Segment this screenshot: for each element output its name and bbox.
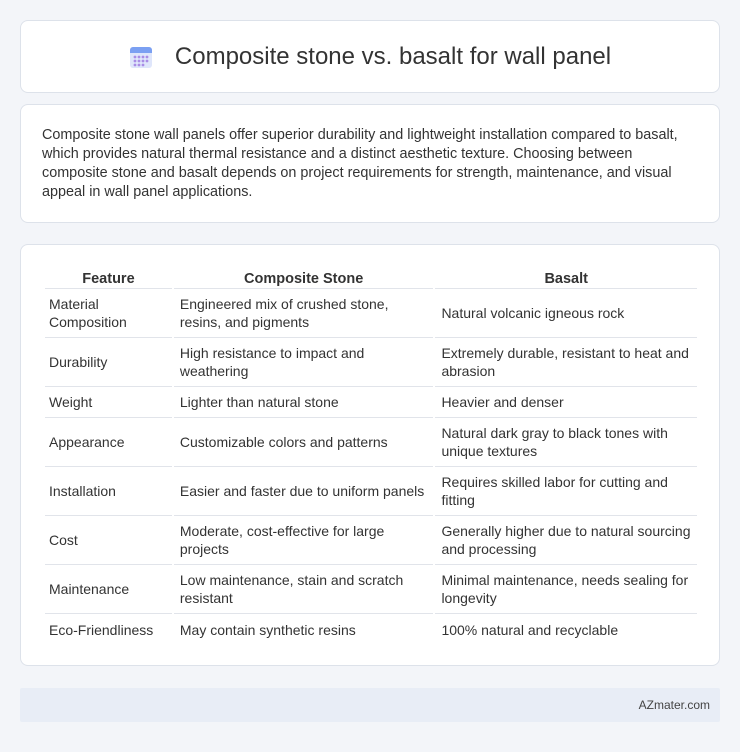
table-row (45, 467, 697, 516)
basalt-cell: Natural dark gray to black tones with unique textures (435, 418, 697, 467)
header-feature: Feature (45, 267, 172, 289)
feature-cell: Cost (45, 516, 172, 565)
basalt-cell: Natural volcanic igneous rock (435, 289, 697, 338)
intro-paragraph: Composite stone wall panels offer superior durability and lightweight installation compared to basalt, which provides natural thermal resistance and a distinct aesthetic texture. Choosing between composite stone and basalt depends on project requirements for strength, maintenance, and visual appeal in wall panel applications. (42, 127, 678, 200)
table-row (45, 387, 697, 418)
table-row (45, 338, 697, 387)
header-basalt: Basalt (435, 267, 697, 289)
header-composite-stone: Composite Stone (174, 267, 434, 289)
basalt-cell: Minimal maintenance, needs sealing for longevity (435, 565, 697, 614)
composite-cell: Customizable colors and patterns (174, 418, 434, 467)
comparison-table (43, 267, 699, 645)
basalt-cell: Generally higher due to natural sourcing and processing (435, 516, 697, 565)
composite-cell: May contain synthetic resins (179, 621, 356, 638)
feature-cell: Installation (45, 467, 172, 516)
composite-cell: Lighter than natural stone (174, 387, 434, 418)
footer-bar (20, 688, 720, 722)
page-title: Composite stone vs. basalt for wall panel (174, 42, 612, 70)
basalt-cell: Extremely durable, resistant to heat and abrasion (435, 338, 697, 387)
table-row (45, 614, 697, 645)
calendar-icon (129, 45, 153, 69)
feature-cell: Maintenance (45, 565, 172, 614)
basalt-cell: Requires skilled labor for cutting and fitting (435, 467, 697, 516)
table-header-row (45, 267, 697, 289)
table-row (45, 418, 697, 467)
feature-cell: Appearance (45, 418, 172, 467)
composite-cell: Low maintenance, stain and scratch resistant (174, 565, 434, 614)
feature-cell: Material Composition (45, 289, 172, 338)
feature-cell: Weight (45, 387, 172, 418)
composite-cell: Easier and faster due to uniform panels (174, 467, 434, 516)
composite-cell: High resistance to impact and weathering (174, 338, 434, 387)
basalt-cell: Heavier and denser (435, 387, 697, 418)
intro-card (20, 104, 720, 223)
table-row (45, 516, 697, 565)
title-card (20, 20, 720, 93)
feature-cell: Eco-Friendliness (49, 621, 154, 638)
basalt-cell: 100% natural and recyclable (441, 621, 619, 638)
composite-cell: Moderate, cost-effective for large projects (174, 516, 434, 565)
feature-cell: Durability (45, 338, 172, 387)
footer-brand: AZmater.com (638, 698, 710, 712)
table-row (45, 565, 697, 614)
table-row (45, 289, 697, 338)
comparison-table-card (20, 244, 720, 666)
composite-cell: Engineered mix of crushed stone, resins, and pigments (174, 289, 434, 338)
